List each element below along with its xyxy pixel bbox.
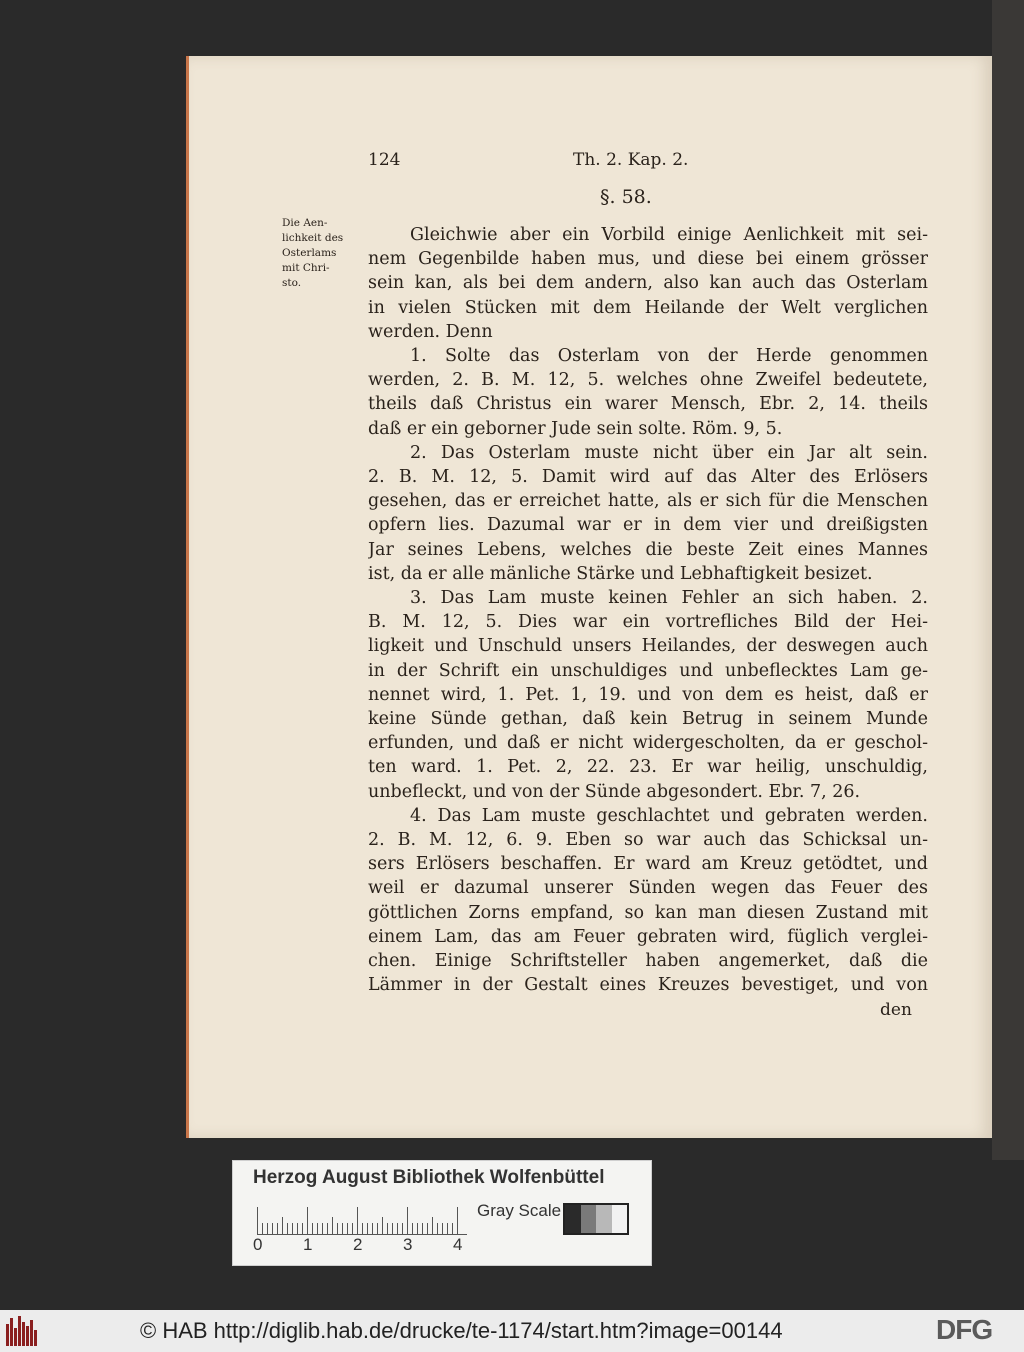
logo-bar	[22, 1322, 25, 1346]
dfg-logo: DFG	[936, 1314, 993, 1345]
margin-note-line: Die Aen-	[282, 217, 328, 229]
text-line: erfunden, und daß er nicht widergescholten, da er geschol-	[368, 733, 928, 754]
text-line: ten ward. 1. Pet. 2, 22. 23. Er war heilig, unschuldig,	[368, 757, 928, 778]
text-line: unbefleckt, und von der Sünde abgesondert. Ebr. 7, 26.	[368, 781, 861, 802]
text-line: B. M. 12, 5. Dies war ein vortrefliches Bild der Hei-	[368, 612, 928, 633]
library-name: Herzog August Bibliothek Wolfenbüttel	[253, 1167, 605, 1188]
text-line: daß er ein geborner Jude sein solte. Röm. 9, 5.	[368, 418, 783, 439]
ruler-tick	[387, 1223, 388, 1235]
text-line: 3. Das Lam muste keinen Fehler an sich haben. 2.	[410, 588, 928, 608]
library-target-card	[232, 1160, 652, 1266]
text-line: 2. B. M. 12, 5. Damit wird auf das Alter des Erlösers	[368, 467, 928, 487]
margin-note-line: lichkeit des	[282, 232, 344, 244]
text-line: in vielen Stücken mit dem Heilande der Welt verglichen	[368, 297, 928, 318]
text-line: sers Erlösers beschaffen. Er ward am Kreuz getödtet, und	[368, 854, 928, 875]
margin-note	[282, 216, 352, 291]
ruler-number: 3	[403, 1235, 413, 1254]
ruler-tick	[392, 1223, 393, 1235]
ruler-tick	[382, 1217, 383, 1235]
text-line: Gleichwie aber ein Vorbild einige Aenlichkeit mit sei-	[410, 225, 928, 245]
ruler-tick	[262, 1223, 263, 1235]
ruler-tick	[447, 1223, 448, 1235]
book-edge	[992, 0, 1024, 1160]
catchword: den	[880, 1000, 912, 1020]
ruler-tick	[402, 1223, 403, 1235]
ruler-tick	[267, 1223, 268, 1235]
text-line: ist, da er alle mänliche Stärke und Lebhaftigkeit besizet.	[368, 563, 873, 584]
ruler-tick	[337, 1223, 338, 1235]
ruler-tick	[397, 1223, 398, 1235]
logo-bar	[10, 1318, 13, 1346]
copyright-url[interactable]: © HAB http://diglib.hab.de/drucke/te-1174/start.htm?image=00144	[140, 1318, 783, 1343]
ruler-tick	[357, 1207, 358, 1235]
text-line: weil er dazumal unserer Sünden wegen das Feuer des	[368, 878, 928, 899]
ruler-tick	[367, 1223, 368, 1235]
text-line: Jar seines Lebens, welches die beste Zeit eines Mannes	[368, 539, 928, 560]
text-line: nennet wird, 1. Pet. 1, 19. und von dem es heist, daß er	[368, 684, 928, 705]
ruler-tick	[352, 1223, 353, 1235]
ruler-tick	[342, 1223, 343, 1235]
logo-bar	[6, 1324, 9, 1346]
ruler-tick	[422, 1223, 423, 1235]
margin-note-line: Osterlams	[282, 247, 337, 259]
ruler-tick	[347, 1223, 348, 1235]
ruler-tick	[302, 1223, 303, 1235]
text-line: 1. Solte das Osterlam von der Herde genommen	[410, 346, 928, 366]
running-title: Th. 2. Kap. 2.	[573, 150, 689, 170]
viewer-footer	[0, 1310, 1024, 1352]
ruler-tick	[257, 1207, 258, 1235]
text-line: einem Lam, das am Feuer gebraten wird, füglich verglei-	[368, 926, 928, 947]
gray-swatch	[581, 1205, 597, 1233]
section-heading: §. 58.	[600, 186, 652, 208]
text-line: werden, 2. B. M. 12, 5. welches ohne Zweifel bedeutete,	[368, 370, 928, 391]
text-line: 2. Das Osterlam muste nicht über ein Jar alt sein.	[410, 442, 928, 463]
ruler-tick	[457, 1207, 458, 1235]
ruler-tick	[372, 1223, 373, 1235]
text-line: Lämmer in der Gestalt eines Kreuzes bevestiget, und von	[368, 975, 928, 996]
ruler-tick	[312, 1223, 313, 1235]
scale-ruler	[257, 1207, 467, 1235]
hab-logo-icon	[6, 1316, 40, 1346]
ruler-tick	[287, 1223, 288, 1235]
margin-note-line: mit Chri-	[282, 262, 330, 274]
ruler-tick	[442, 1223, 443, 1235]
ruler-tick	[327, 1223, 328, 1235]
text-line: nem Gegenbilde haben mus, und diese bei einem grösser	[368, 249, 928, 270]
ruler-number: 4	[453, 1235, 463, 1254]
text-line: 4. Das Lam muste geschlachtet und gebraten werden.	[410, 805, 928, 826]
ruler-tick	[432, 1217, 433, 1235]
ruler-tick	[407, 1207, 408, 1235]
gray-scale-label: Gray Scale	[477, 1201, 562, 1220]
ruler-tick	[292, 1223, 293, 1235]
ruler-tick	[297, 1223, 298, 1235]
ruler-tick	[277, 1223, 278, 1235]
ruler-tick	[452, 1223, 453, 1235]
ruler-tick	[307, 1207, 308, 1235]
ruler-tick	[332, 1217, 333, 1235]
gray-swatch	[612, 1205, 628, 1233]
page-number: 124	[368, 150, 401, 170]
page-header	[368, 150, 928, 174]
margin-note-line: sto.	[282, 277, 302, 289]
logo-bar	[30, 1320, 33, 1346]
ruler-tick	[362, 1223, 363, 1235]
text-line: sein kan, als bei dem andern, also kan auch das Osterlam	[368, 273, 928, 294]
logo-bar	[14, 1328, 17, 1346]
gray-scale-swatches	[563, 1203, 629, 1235]
text-line: chen. Einige Schriftsteller haben angemerket, daß die	[368, 951, 928, 971]
ruler-number: 2	[353, 1235, 363, 1254]
ruler-tick	[437, 1223, 438, 1235]
ruler-tick	[377, 1223, 378, 1235]
ruler-tick	[317, 1223, 318, 1235]
gray-swatch	[565, 1205, 581, 1233]
ruler-tick	[427, 1223, 428, 1235]
text-line: ligkeit und Unschuld unsers Heilandes, der deswegen auch	[368, 636, 928, 657]
ruler-tick	[417, 1223, 418, 1235]
text-line: opfern lies. Dazumal war er in dem vier und dreißigsten	[368, 515, 928, 536]
logo-bar	[18, 1316, 21, 1346]
text-line: in der Schrift ein unschuldiges und unbeflecktes Lam ge-	[368, 660, 928, 681]
gray-swatch	[596, 1205, 612, 1233]
ruler-tick	[322, 1223, 323, 1235]
ruler-number: 0	[253, 1235, 263, 1254]
text-line: gesehen, das er erreichet hatte, als er sich für die Menschen	[368, 491, 928, 512]
text-line: werden. Denn	[368, 321, 493, 342]
text-line: 2. B. M. 12, 6. 9. Eben so war auch das Schicksal un-	[368, 830, 928, 850]
logo-bar	[26, 1326, 29, 1346]
text-line: theils daß Christus ein warer Mensch, Ebr. 2, 14. theils	[368, 394, 928, 415]
ruler-tick	[272, 1223, 273, 1235]
ruler-number: 1	[303, 1235, 313, 1254]
text-line: göttlichen Zorns empfand, so kan man diesen Zustand mit	[368, 902, 928, 923]
ruler-tick	[282, 1217, 283, 1235]
ruler-tick	[412, 1223, 413, 1235]
text-line: keine Sünde gethan, daß kein Betrug in seinem Munde	[368, 709, 928, 729]
logo-bar	[34, 1330, 37, 1346]
